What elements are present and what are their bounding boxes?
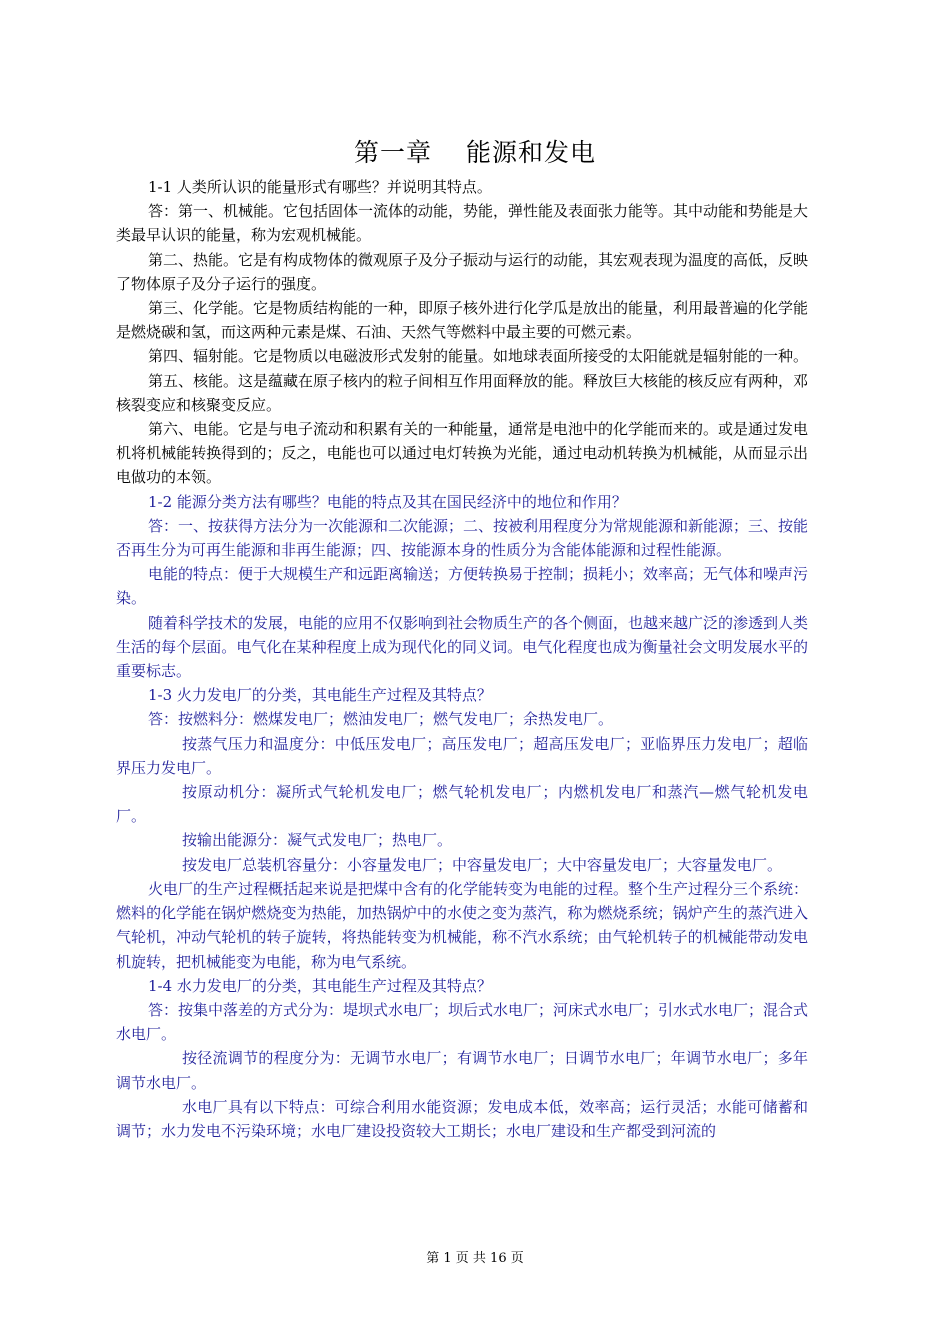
paragraph: 第六、电能。它是与电子流动和积累有关的一种能量，通常是电池中的化学能而来的。或是通过发电机将机械能转换得到的；反之，电能也可以通过电灯转换为光能，通过电动机转换为机械能，从而显示出电做功的本领。 bbox=[116, 420, 809, 487]
paragraph: 1-3 火力发电厂的分类，其电能生产过程及其特点？ bbox=[148, 686, 492, 705]
paragraph: 1-1 人类所认识的能量形式有哪些？并说明其特点。 bbox=[148, 178, 492, 196]
paragraph: 按原动机分：凝所式气轮机发电厂；燃气轮机发电厂；内燃机发电厂和蒸汽—燃气轮机发电厂。 bbox=[116, 783, 808, 826]
paragraph: 电能的特点：便于大规模生产和远距离输送；方便转换易于控制；损耗小；效率高；无气体和噪声污染。 bbox=[116, 565, 809, 608]
paragraph: 答：一、按获得方法分为一次能源和二次能源；二、按被利用程度分为常规能源和新能源；三、按能否再生分为可再生能源和非再生能源；四、按能源本身的性质分为含能体能源和过程性能源。 bbox=[116, 516, 809, 560]
paragraph: 按输出能源分：凝气式发电厂；热电厂。 bbox=[182, 831, 453, 850]
paragraph: 1-2 能源分类方法有哪些？电能的特点及其在国民经济中的地位和作用？ bbox=[148, 492, 627, 511]
paragraph: 按径流调节的程度分为：无调节水电厂；有调节水电厂；日调节水电厂；年调节水电厂；多年调节水电厂。 bbox=[116, 1049, 808, 1092]
paragraph: 1-4 水力发电厂的分类，其电能生产过程及其特点？ bbox=[148, 976, 492, 995]
paragraph: 答：按集中落差的方式分为：堤坝式水电厂；坝后式水电厂；河床式水电厂；引水式水电厂；混合式水电厂。 bbox=[116, 1000, 809, 1044]
paragraph: 第四、辐射能。它是物质以电磁波形式发射的能量。如地球表面所接受的太阳能就是辐射能的一种。 bbox=[148, 347, 809, 366]
paragraph: 答：第一、机械能。它包括固体一流体的动能，势能，弹性能及表面张力能等。其中动能和势能是大类最早认识的能量，称为宏观机械能。 bbox=[116, 202, 809, 245]
paragraph: 第三、化学能。它是物质结构能的一种，即原子核外进行化学瓜是放出的能量，利用最普遍的化学能是燃烧碳和氢，而这两种元素是煤、石油、天然气等燃料中最主要的可燃元素。 bbox=[116, 299, 809, 342]
chapter-number: 第一章 bbox=[353, 138, 432, 167]
chapter-title bbox=[0, 133, 950, 169]
paragraph: 随着科学技术的发展，电能的应用不仅影响到社会物质生产的各个侧面，也越来越广泛的渗透到人类生活的每个层面。电气化在某种程度上成为现代化的同义词。电气化程度也成为衡量社会文明发展水平的重要标志。 bbox=[116, 613, 809, 681]
chapter-name: 能源和发电 bbox=[466, 138, 597, 167]
paragraph: 按蒸气压力和温度分：中低压发电厂；高压发电厂；超高压发电厂；亚临界压力发电厂；超临界压力发电厂。 bbox=[116, 734, 808, 777]
paragraph: 火电厂的生产过程概括起来说是把煤中含有的化学能转变为电能的过程。整个生产过程分三个系统：燃料的化学能在锅炉燃烧变为热能，加热锅炉中的水使之变为蒸汽，称为燃烧系统；锅炉产生的蒸汽进入气轮机，冲动气轮机的转子旋转，将热能转变为机械能，称不汽水系统；由气轮机转子的机械能带动发电机旋转，把机械能变为电能，称为电气系统。 bbox=[116, 879, 809, 971]
paragraph: 第五、核能。这是蕴藏在原子核内的粒子间相互作用面释放的能。释放巨大核能的核反应有两种，邓核裂变应和核聚变反应。 bbox=[116, 371, 809, 414]
paragraph: 答：按燃料分：燃煤发电厂；燃油发电厂；燃气发电厂；余热发电厂。 bbox=[148, 710, 614, 729]
page-footer: 第 1 页 共 16 页 bbox=[426, 1251, 524, 1266]
paragraph: 按发电厂总装机容量分：小容量发电厂；中容量发电厂；大中容量发电厂；大容量发电厂。 bbox=[182, 855, 783, 874]
document-body bbox=[116, 175, 808, 1143]
paragraph: 第二、热能。它是有构成物体的微观原子及分子振动与运行的动能，其宏观表现为温度的高低，反映了物体原子及分子运行的强度。 bbox=[116, 250, 809, 293]
paragraph: 水电厂具有以下特点：可综合利用水能资源；发电成本低，效率高；运行灵活；水能可储蓄和调节；水力发电不污染环境；水电厂建设投资较大工期长；水电厂建设和生产都受到河流的 bbox=[116, 1097, 808, 1140]
